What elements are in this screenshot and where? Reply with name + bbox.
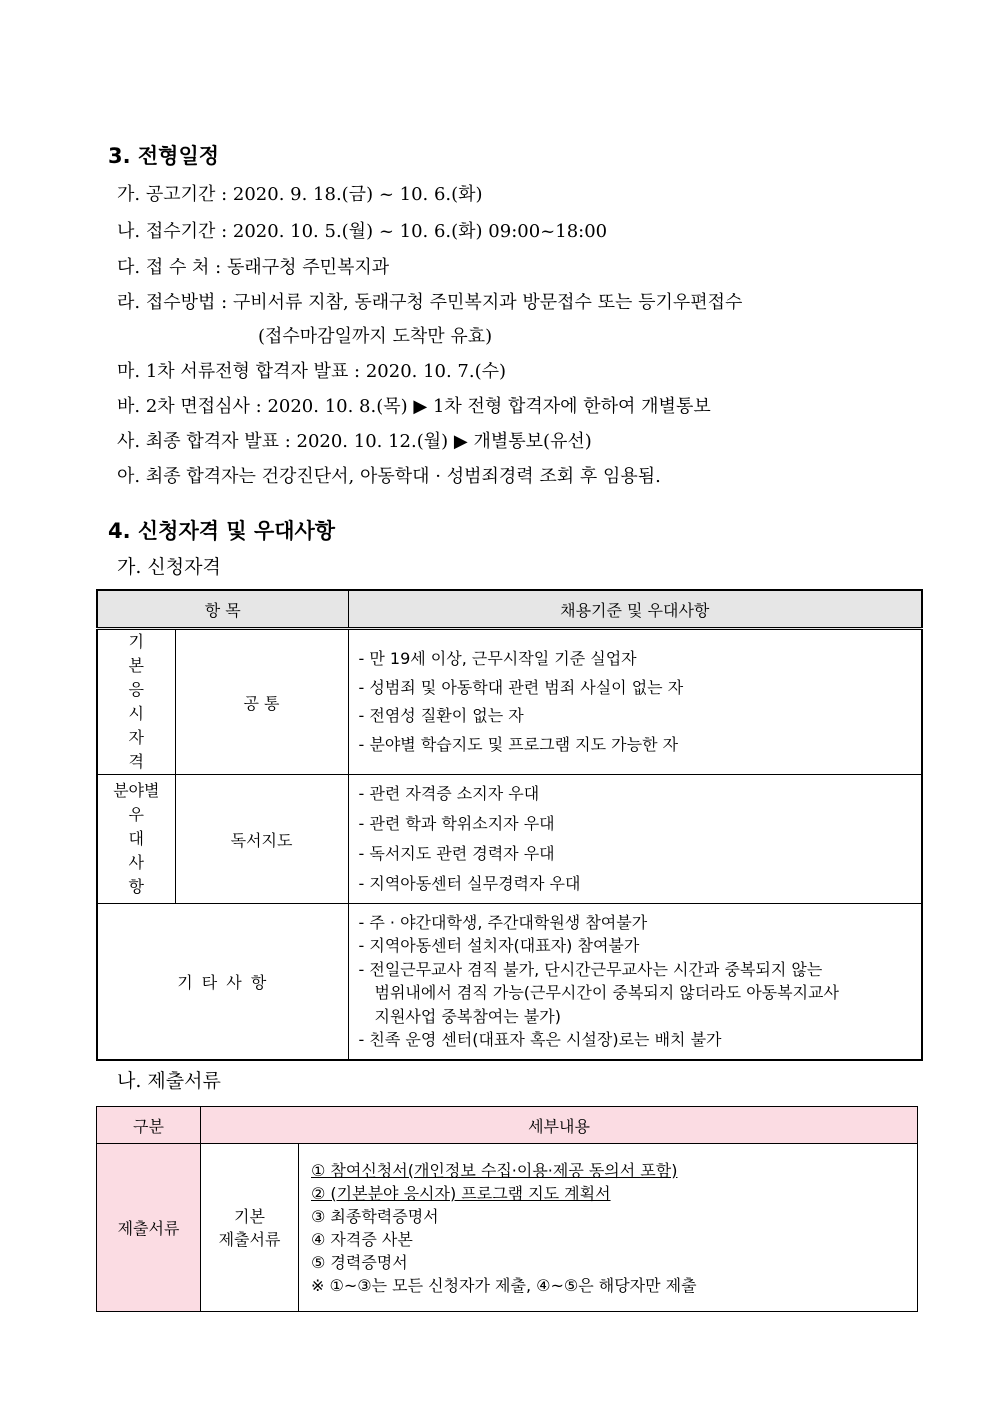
category-reading: 독서지도 <box>175 775 348 904</box>
schedule-line: 아. 최종 합격자는 건강진단서, 아동학대 · 성범죄경력 조회 후 임용됨. <box>117 466 661 487</box>
header-item: 항 목 <box>97 590 348 629</box>
list-item: ② (기본분야 응시자) 프로그램 지도 계획서 <box>311 1183 611 1203</box>
documents-list <box>299 1144 918 1312</box>
documents-table <box>96 1106 918 1312</box>
list-item: - 관련 자격증 소지자 우대 <box>358 784 540 803</box>
schedule-line: 사. 최종 합격자 발표 : 2020. 10. 12.(월) ▶ 개별통보(유선) <box>117 431 592 452</box>
list-item: - 지역아동센터 설치자(대표자) 참여불가 <box>358 936 640 956</box>
header-criteria: 채용기준 및 우대사항 <box>348 590 922 629</box>
category-common: 공 통 <box>175 629 348 775</box>
row-label-documents: 제출서류 <box>97 1144 201 1312</box>
sub-label-basic-documents: 기본 제출서류 <box>201 1144 299 1312</box>
list-item: ③ 최종학력증명서 <box>311 1206 439 1226</box>
schedule-line: (접수마감일까지 도착만 유효) <box>258 326 493 347</box>
row-label-other: 기 타 사 항 <box>97 904 348 1060</box>
table-header-row <box>97 590 922 629</box>
qualification-table <box>96 589 923 1061</box>
subsection-title: 가. 신청자격 <box>117 556 221 578</box>
list-item: - 지역아동센터 실무경력자 우대 <box>358 874 581 893</box>
list-item: 범위내에서 겸직 가능(근무시간이 중복되지 않더라도 아동복지교사 <box>374 983 839 1003</box>
list-item: ⑤ 경력증명서 <box>311 1252 408 1272</box>
schedule-line: 라. 접수방법 : 구비서류 지참, 동래구청 주민복지과 방문접수 또는 등기우편접수 <box>117 292 743 313</box>
criteria-list <box>348 775 922 904</box>
row-label-preferred: 분야별 우 대 사 항 <box>97 775 175 904</box>
list-item: 지원사업 중복참여는 불가) <box>374 1006 561 1026</box>
schedule-line: 나. 접수기간 : 2020. 10. 5.(월) ~ 10. 6.(화) 09:00~18:00 <box>117 221 608 242</box>
list-item: ① 참여신청서(개인정보 수집·이용·제공 동의서 포함) <box>311 1160 678 1180</box>
table-row <box>97 1144 918 1312</box>
section-4-title: 4. 신청자격 및 우대사항 <box>108 519 336 543</box>
list-item: - 만 19세 이상, 근무시작일 기준 실업자 <box>358 649 637 668</box>
list-item: - 관련 학과 학위소지자 우대 <box>358 814 555 833</box>
table-row <box>97 904 922 1060</box>
list-item: ※ ①~③는 모든 신청자가 제출, ④~⑤은 해당자만 제출 <box>311 1275 697 1295</box>
schedule-line: 다. 접 수 처 : 동래구청 주민복지과 <box>117 257 390 278</box>
section-3-title: 3. 전형일정 <box>108 144 220 168</box>
row-label-basic: 기 본 응 시 자 격 <box>97 629 175 775</box>
list-item: ④ 자격증 사본 <box>311 1229 413 1249</box>
schedule-line: 가. 공고기간 : 2020. 9. 18.(금) ~ 10. 6.(화) <box>117 184 483 205</box>
list-item: - 주 · 야간대학생, 주간대학원생 참여불가 <box>358 912 648 932</box>
list-item: - 독서지도 관련 경력자 우대 <box>358 844 555 863</box>
table-row <box>97 775 922 904</box>
criteria-list <box>348 629 922 775</box>
table-row <box>97 629 922 775</box>
list-item: - 전일근무교사 겸직 불가, 단시간근무교사는 시간과 중복되지 않는 <box>358 959 823 979</box>
subsection-title: 나. 제출서류 <box>117 1070 221 1092</box>
list-item: - 전염성 질환이 없는 자 <box>358 706 524 725</box>
criteria-list <box>348 904 922 1060</box>
schedule-line: 마. 1차 서류전형 합격자 발표 : 2020. 10. 7.(수) <box>117 361 507 382</box>
table-header-row <box>97 1107 918 1144</box>
header-details: 세부내용 <box>201 1107 918 1144</box>
header-category: 구분 <box>97 1107 201 1144</box>
list-item: - 분야별 학습지도 및 프로그램 지도 가능한 자 <box>358 734 679 754</box>
list-item: - 친족 운영 센터(대표자 혹은 시설장)로는 배치 불가 <box>358 1030 722 1050</box>
schedule-line: 바. 2차 면접심사 : 2020. 10. 8.(목) ▶ 1차 전형 합격자에 한하여 개별통보 <box>117 396 711 417</box>
list-item: - 성범죄 및 아동학대 관련 범죄 사실이 없는 자 <box>358 677 684 697</box>
